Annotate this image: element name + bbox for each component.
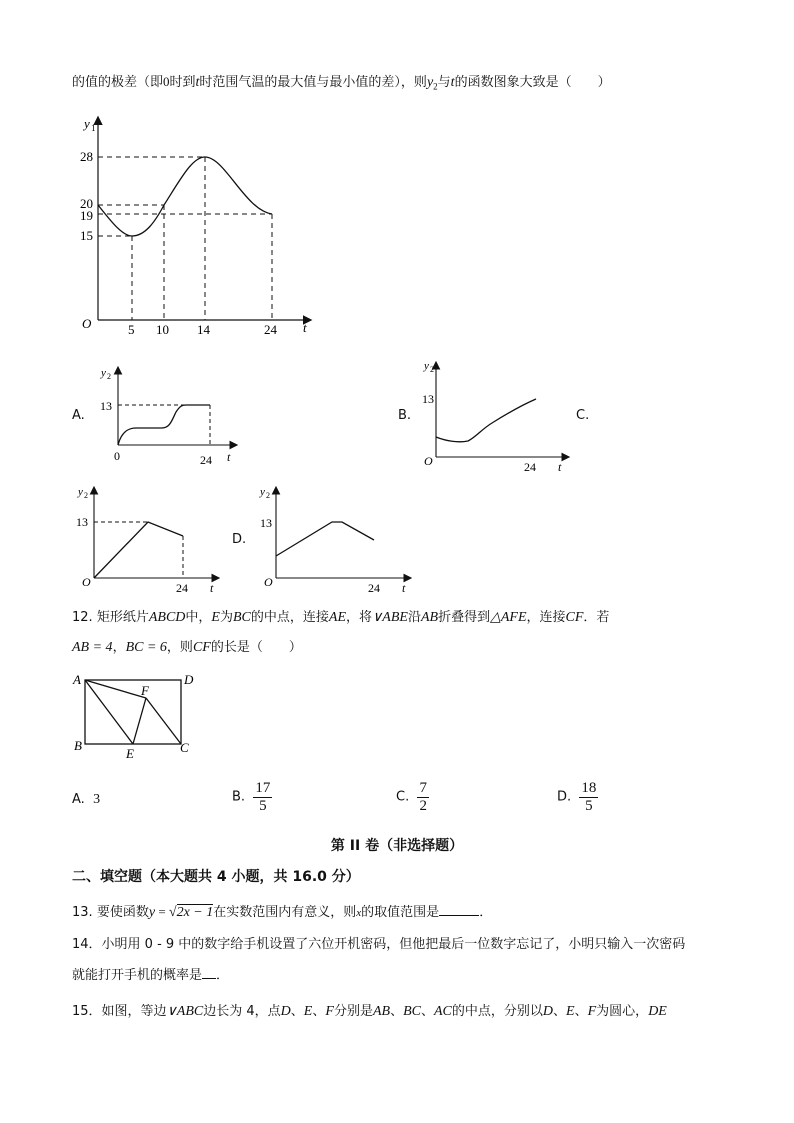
svg-text:2: 2 (430, 365, 434, 374)
svg-text:t: t (210, 581, 214, 595)
rectangle-abcd (85, 680, 181, 744)
option-a-graph[interactable] (96, 360, 246, 470)
svg-text:t: t (558, 460, 562, 474)
option-c-graph[interactable] (72, 480, 227, 595)
fraction-17-5: $\frac{17}{5}$ (255, 780, 271, 814)
label-c: C (180, 740, 189, 755)
svg-text:y: y (78, 486, 83, 498)
q12-option-c[interactable]: C. $\frac{7}{2}$ (396, 780, 427, 814)
svg-text:13: 13 (100, 399, 112, 413)
option-c-letter[interactable]: C. (576, 408, 590, 423)
svg-text:0: 0 (114, 449, 120, 463)
q12-option-b[interactable]: B. $\frac{17}{5}$ (232, 780, 271, 814)
x-tick-10: 10 (156, 322, 169, 337)
svg-text:24: 24 (524, 460, 536, 474)
origin-label: O (82, 316, 92, 331)
option-d-graph[interactable] (254, 480, 419, 595)
x-axis-label: t (303, 320, 307, 335)
svg-text:O: O (424, 454, 433, 468)
option-b-letter[interactable]: B. (398, 408, 412, 423)
fold-lines (85, 680, 181, 744)
option-d-letter[interactable]: D. (232, 532, 247, 547)
svg-text:2: 2 (107, 372, 111, 381)
q14-answer-blank[interactable] (202, 978, 216, 979)
option-b-graph[interactable] (418, 355, 573, 480)
q12-option-a[interactable]: A. 3 (72, 792, 101, 807)
section-title: 第 II 卷（非选择题） (330, 838, 464, 854)
svg-text:y: y (424, 360, 429, 372)
x-tick-5: 5 (128, 322, 135, 337)
y-axis-label: y (84, 116, 90, 131)
svg-text:O: O (264, 575, 273, 589)
q14-line1: 14．小明用 0 - 9 中的数字给手机设置了六位开机密码，但他把最后一位数字忘记了，小明只输入一次密码 (72, 937, 686, 952)
label-d: D (184, 672, 194, 687)
svg-text:24: 24 (200, 453, 212, 467)
label-f: F (141, 683, 149, 698)
label-b: B (74, 738, 82, 753)
svg-text:24: 24 (368, 581, 380, 595)
q13-answer-blank[interactable] (439, 915, 479, 916)
svg-text:13: 13 (76, 515, 88, 529)
svg-text:t: t (402, 581, 406, 595)
svg-text:2: 2 (84, 491, 88, 500)
x-tick-24: 24 (264, 322, 277, 337)
label-e: E (126, 746, 134, 761)
y-tick-28: 28 (80, 149, 93, 164)
guide-lines (98, 157, 272, 320)
radicand: 2x − 1 (176, 905, 214, 920)
q12-option-d[interactable]: D. $\frac{18}{5}$ (557, 780, 597, 814)
main-temperature-graph (70, 110, 330, 340)
fraction-7-2: $\frac{7}{2}$ (419, 780, 427, 814)
q13-line: 13. 要使函数y = √2x − 1在实数范围内有意义，则x的取值范围是 ． (72, 904, 493, 920)
temperature-curve (98, 157, 272, 236)
y-tick-15: 15 (80, 228, 93, 243)
q12-line2: AB = 4，BC = 6，则CF的长是（ ） (72, 640, 302, 655)
q12-line1: 12. 矩形纸片ABCD中，E为BC的中点，连接AE，将∨ABE沿AB折叠得到△AFE，连接CF．若 (72, 610, 610, 625)
y-tick-20: 20 (80, 196, 93, 211)
svg-text:O: O (82, 575, 91, 589)
svg-text:13: 13 (260, 516, 272, 530)
option-a-letter[interactable]: A. (72, 408, 85, 423)
svg-text:y: y (101, 367, 106, 379)
svg-text:y: y (260, 486, 265, 498)
label-a: A (73, 672, 81, 687)
q14-line2: 就能打开手机的概率是 ． (72, 968, 230, 983)
y-axis-label-sub: 1 (91, 123, 96, 133)
q15-line: 15．如图，等边∨ABC边长为 4，点D、E、F分别是AB、BC、AC的中点，分别以D、E、F为圆心，DE (72, 1004, 667, 1019)
svg-text:24: 24 (176, 581, 188, 595)
question-intro-line: 的值的极差（即0时到t时范围气温的最大值与最小值的差），则$y_2$与t的函数图象大致是（ ） (72, 74, 611, 92)
sqrt-icon: √ (168, 905, 177, 920)
svg-text:13: 13 (422, 392, 434, 406)
svg-text:t: t (227, 450, 231, 464)
q12-rectangle-figure (70, 670, 205, 765)
x-tick-14: 14 (197, 322, 210, 337)
svg-text:2: 2 (266, 491, 270, 500)
fraction-18-5: $\frac{18}{5}$ (581, 780, 597, 814)
part-heading: 二、填空题（本大题共 4 小题，共 16.0 分） (72, 869, 360, 885)
y-tick-19: 19 (80, 208, 93, 223)
